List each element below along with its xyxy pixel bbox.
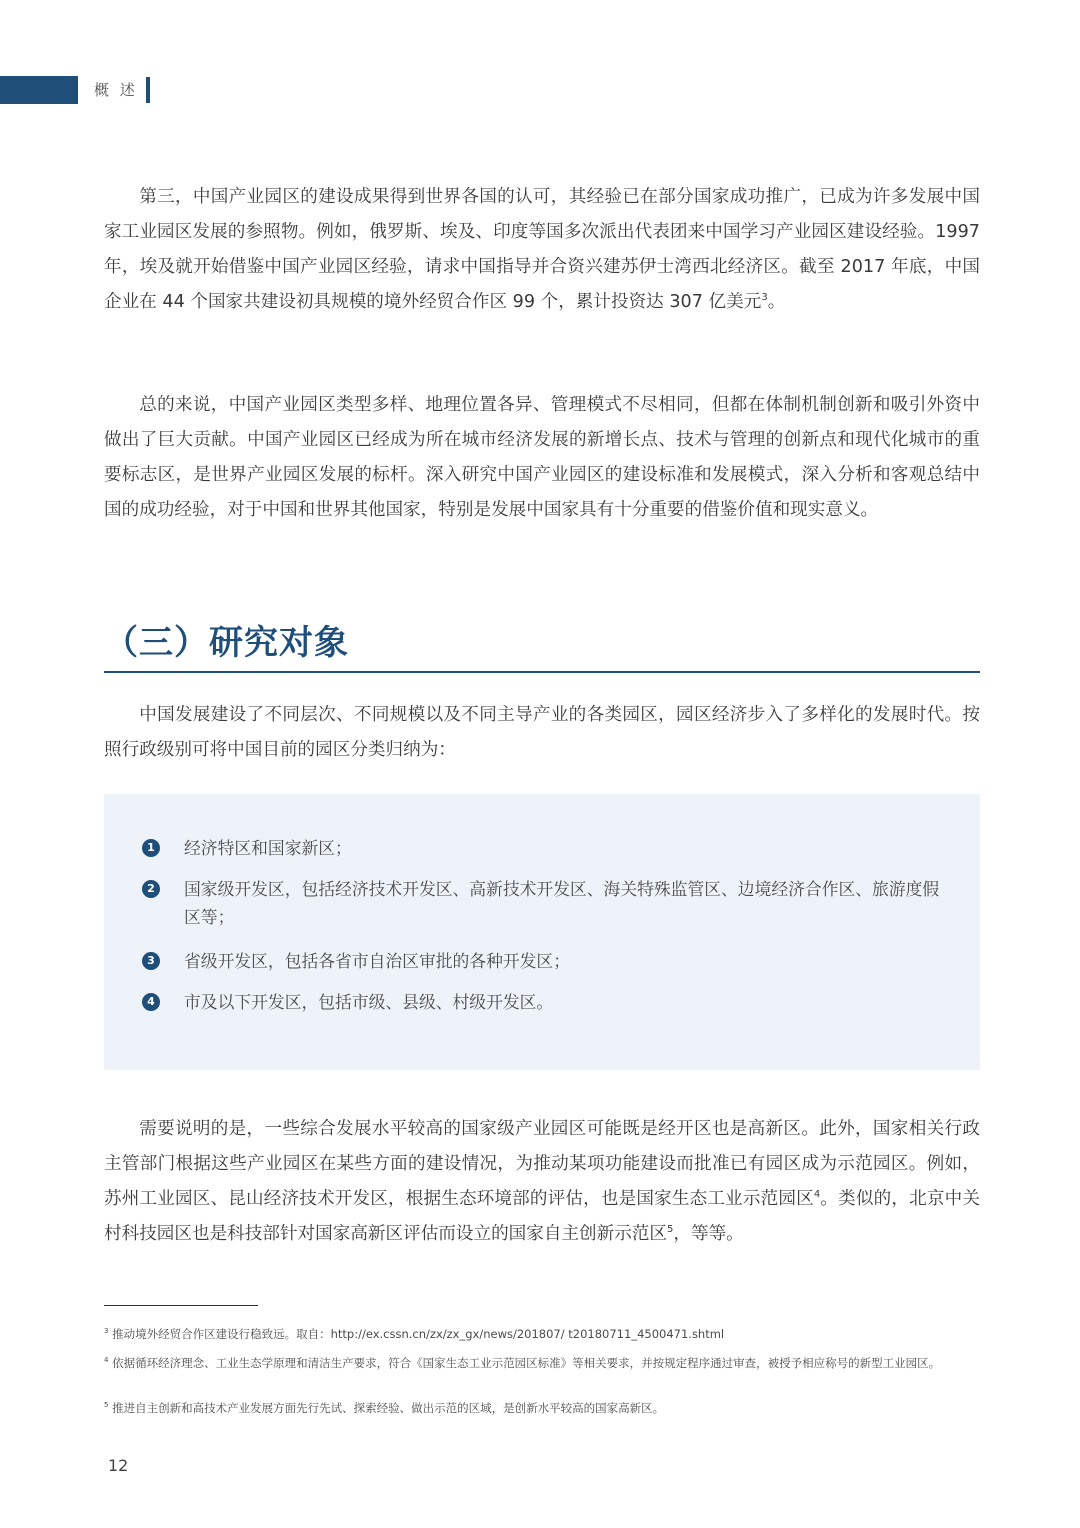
header-divider-tick bbox=[146, 77, 150, 103]
list-number-badge: 1 bbox=[142, 839, 160, 857]
list-item bbox=[142, 875, 942, 931]
section-heading-rule bbox=[104, 671, 980, 673]
footnote-number: 4 bbox=[104, 1356, 109, 1365]
body-paragraph-4 bbox=[104, 1112, 980, 1252]
footnote-number: 5 bbox=[104, 1401, 109, 1410]
footnote-text: 推进自主创新和高技术产业发展方面先行先试、探索经验、做出示范的区域，是创新水平较高的国家高新区。 bbox=[112, 1401, 665, 1415]
footnote-ref-4[interactable]: 4 bbox=[813, 1189, 821, 1201]
paragraph-text: 需要说明的是，一些综合发展水平较高的国家级产业园区可能既是经开区也是高新区。此外，国家相关行政主管部门根据这些产业园区在某些方面的建设情况，为推动某项功能建设而批准已有园区成为示范园区。例如，苏州工业园区、昆山经济技术开发区，根据生态环境部的评估，也是国家生态工业示范园区 bbox=[104, 1119, 980, 1209]
list-item bbox=[142, 988, 942, 1016]
paragraph-text-middle: 。类似的，北京中关村科技园区也是科技部针对国家高新区评估而设立的国家自主创新示范区 bbox=[104, 1189, 980, 1244]
footnote-number: 3 bbox=[104, 1327, 109, 1336]
body-paragraph-2: 总的来说，中国产业园区类型多样、地理位置各异、管理模式不尽相同，但都在体制机制创新和吸引外资中做出了巨大贡献。中国产业园区已经成为所在城市经济发展的新增长点、技术与管理的创新点和现代化城市的重要标志区，是世界产业园区发展的标杆。深入研究中国产业园区的建设标准和发展模式，深入分析和客观总结中国的成功经验，对于中国和世界其他国家，特别是发展中国家具有十分重要的借鉴价值和现实意义。 bbox=[104, 395, 980, 520]
list-item-text: 省级开发区，包括各省市自治区审批的各种开发区； bbox=[184, 951, 570, 971]
list-item bbox=[142, 834, 942, 862]
list-item bbox=[142, 947, 942, 975]
footnote-separator bbox=[104, 1305, 258, 1306]
paragraph-text: 第三，中国产业园区的建设成果得到世界各国的认可，其经验已在部分国家成功推广，已成为许多发展中国家工业园区发展的参照物。例如，俄罗斯、埃及、印度等国多次派出代表团来中国学习产业园区建设经验。1997 年，埃及就开始借鉴中国产业园区经验，请求中国指导并合资兴建苏伊士湾西北经济区。截至 2017 年底，中国企业在 44 个国家共建设初具规模的境外经贸合作区 99 个，累计投资达 307 亿美元 bbox=[104, 187, 980, 312]
footnote-4 bbox=[104, 1352, 980, 1374]
footnote-3 bbox=[104, 1323, 980, 1345]
running-header-title: 概 述 bbox=[94, 81, 138, 99]
body-paragraph-1 bbox=[104, 180, 980, 320]
list-item-text: 国家级开发区，包括经济技术开发区、高新技术开发区、海关特殊监管区、边境经济合作区、旅游度假区等； bbox=[184, 879, 940, 927]
list-item-text: 经济特区和国家新区； bbox=[184, 838, 352, 858]
list-item-text: 市及以下开发区，包括市级、县级、村级开发区。 bbox=[184, 992, 554, 1012]
body-paragraph-3: 中国发展建设了不同层次、不同规模以及不同主导产业的各类园区，园区经济步入了多样化的发展时代。按照行政级别可将中国目前的园区分类归纳为： bbox=[104, 705, 980, 760]
paragraph-text-end: ，等等。 bbox=[673, 1224, 744, 1244]
list-number-badge: 3 bbox=[142, 952, 160, 970]
header-accent-bar bbox=[0, 76, 78, 104]
page-number: 12 bbox=[108, 1456, 129, 1475]
footnote-ref-5[interactable]: 5 bbox=[667, 1224, 674, 1236]
list-number-badge: 4 bbox=[142, 993, 160, 1011]
footnote-ref-3[interactable]: 3 bbox=[761, 292, 768, 304]
list-number-badge: 2 bbox=[142, 880, 160, 898]
footnote-text: 推动境外经贸合作区建设行稳致远。取自：http://ex.cssn.cn/zx/zx_gx/news/201807/ t20180711_4500471.shtml bbox=[112, 1327, 725, 1341]
classification-list-box bbox=[104, 794, 980, 1070]
section-heading: （三）研究对象 bbox=[104, 623, 349, 663]
paragraph-text-end: 。 bbox=[767, 292, 786, 312]
footnote-5 bbox=[104, 1397, 980, 1419]
footnote-text: 依据循环经济理念、工业生态学原理和清洁生产要求，符合《国家生态工业示范园区标准》等相关要求，并按规定程序通过审查，被授予相应称号的新型工业园区。 bbox=[112, 1356, 941, 1370]
